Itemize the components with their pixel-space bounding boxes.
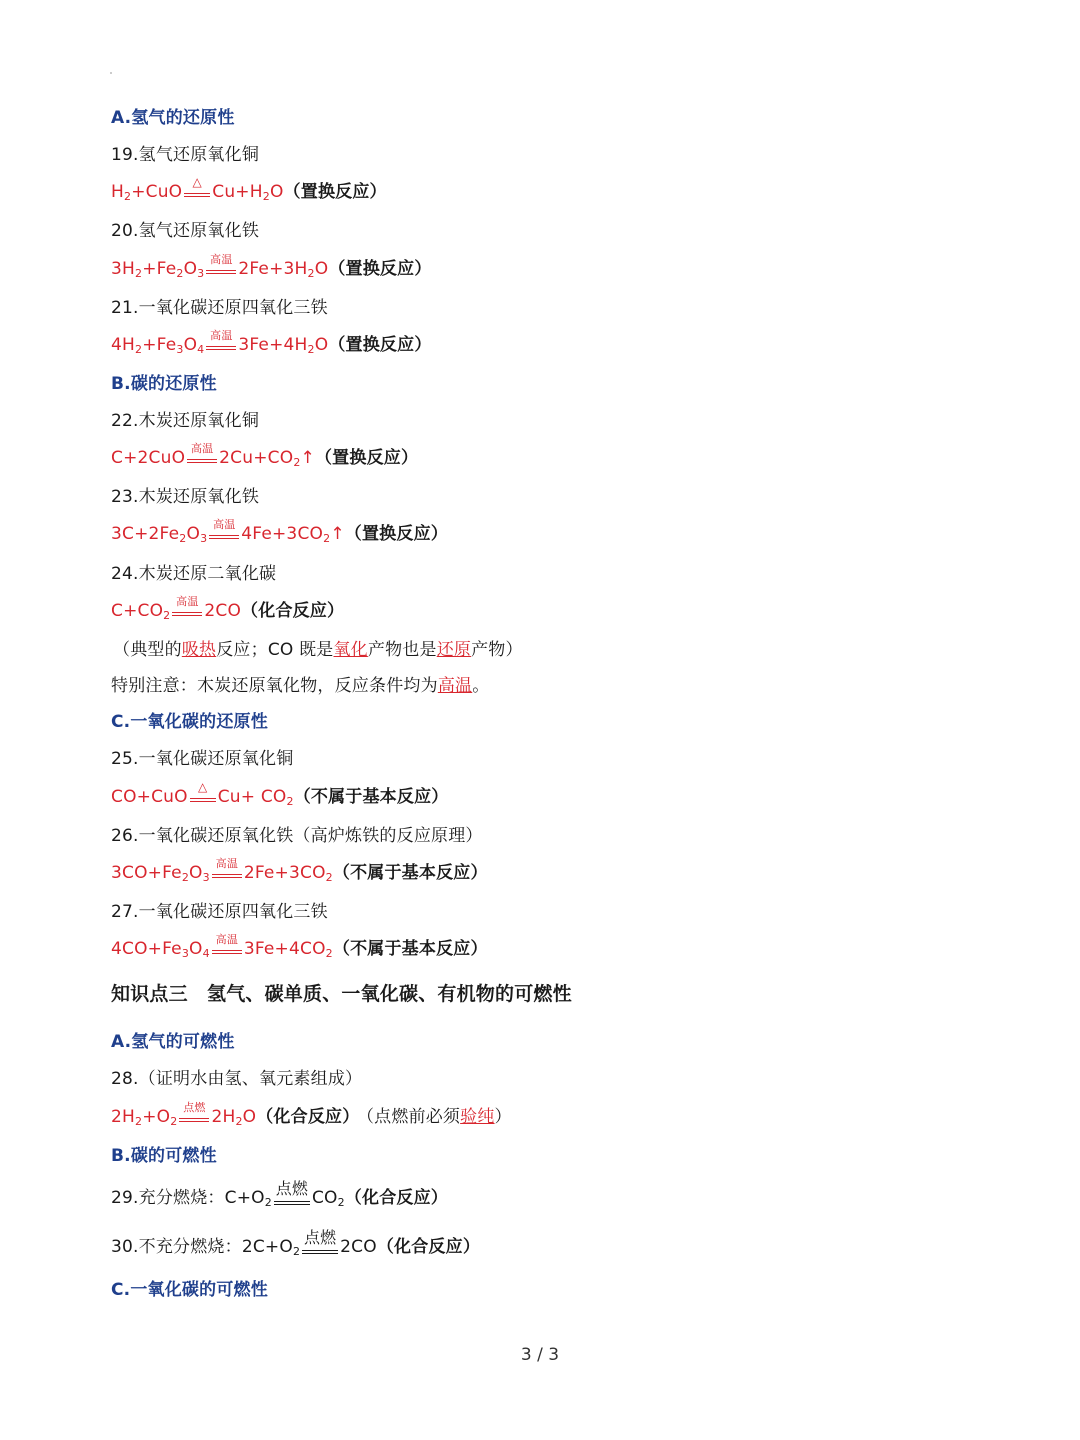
reaction-condition: 高温 xyxy=(204,257,238,281)
item-19-title: 19.氢气还原氧化铜 xyxy=(111,145,260,165)
item-29-equation: 29.充分燃烧：$C+O_2$ 点燃 $CO_2$（化合反应） xyxy=(111,1179,448,1209)
item-25-title: 25.一氧化碳还原氧化铜 xyxy=(111,749,294,769)
item-23-title: 23.木炭还原氧化铁 xyxy=(111,487,260,507)
reaction-condition xyxy=(182,175,212,204)
reaction-condition: 点燃 xyxy=(177,1105,211,1129)
item-26-equation: $3CO+Fe_2O_3$ 高温 $2Fe+3CO_2$（不属于基本反应） xyxy=(111,857,488,884)
item-25-equation: CO+CuO △ $Cu+ CO_2$（不属于基本反应） xyxy=(111,780,449,808)
item-22-title: 22.木炭还原氧化铜 xyxy=(111,411,260,431)
item-27-equation: $4CO+Fe_3O_4$ 高温 $3Fe+4CO_2$（不属于基本反应） xyxy=(111,933,488,960)
item-20-equation: $3H_2+Fe_2O_3$ 高温 $2Fe+3H_2O$（置换反应） xyxy=(111,253,432,280)
note-endothermic: （典型的吸热反应；CO 既是氧化产物也是还原产物） xyxy=(113,640,523,660)
section-heading-hydrogen-reducibility: A.氢气的还原性 xyxy=(111,108,235,128)
item-21-equation: $4H_2+Fe_3O_4$ 高温 $3Fe+4H_2O$（置换反应） xyxy=(111,329,432,356)
item-26-title: 26.一氧化碳还原氧化铁（高炉炼铁的反应原理） xyxy=(111,826,483,846)
item-24-title: 24.木炭还原二氧化碳 xyxy=(111,564,277,584)
reaction-condition: 高温 xyxy=(210,861,244,885)
item-22-equation: C+2CuO 高温 $2Cu+CO_2↑$（置换反应） xyxy=(111,442,419,469)
item-21-title: 21.一氧化碳还原四氧化三铁 xyxy=(111,298,328,318)
item-28-title: 28.（证明水由氢、氧元素组成） xyxy=(111,1069,363,1089)
item-23-equation: $3C+2Fe_2O_3$ 高温 $4Fe+3CO_2↑$（置换反应） xyxy=(111,518,448,545)
reaction-condition: 高温 xyxy=(170,599,204,623)
gas-arrow-icon: ↑ xyxy=(330,524,345,544)
note-special-attention: 特别注意：木炭还原氧化物，反应条件均为高温。 xyxy=(111,676,490,696)
section-heading-co-reducibility: C.一氧化碳的还原性 xyxy=(111,712,268,732)
section-heading-co-combustibility: C.一氧化碳的可燃性 xyxy=(111,1280,268,1300)
knowledge-point-3-heading: 知识点三 氢气、碳单质、一氧化碳、有机物的可燃性 xyxy=(111,983,572,1005)
page-number: 3 / 3 xyxy=(520,1345,560,1365)
reaction-condition: 高温 xyxy=(185,446,219,470)
section-heading-carbon-reducibility: B.碳的还原性 xyxy=(111,374,217,394)
reaction-condition xyxy=(188,780,218,809)
item-19-equation: $H_2+CuO$ △ $Cu+H_2O$（置换反应） xyxy=(111,175,387,203)
item-27-title: 27.一氧化碳还原四氧化三铁 xyxy=(111,902,328,922)
reaction-condition: 点燃 xyxy=(300,1235,340,1259)
condition-heat-icon: △ xyxy=(198,780,208,794)
item-20-title: 20.氢气还原氧化铁 xyxy=(111,221,260,241)
item-24-equation: $C+CO_2$ 高温 2CO（化合反应） xyxy=(111,595,345,622)
item-28-equation: $2H_2+O_2$ 点燃 $2H_2O$（化合反应） （点燃前必须验纯） xyxy=(111,1101,512,1128)
gas-arrow-icon: ↑ xyxy=(300,448,315,468)
section-heading-hydrogen-combustibility: A.氢气的可燃性 xyxy=(111,1032,235,1052)
item-30-equation: 30.不充分燃烧：$2C+O_2$ 点燃 2CO（化合反应） xyxy=(111,1228,481,1258)
scan-speck xyxy=(110,72,112,74)
condition-heat-icon: △ xyxy=(192,175,202,189)
section-heading-carbon-combustibility: B.碳的可燃性 xyxy=(111,1146,217,1166)
reaction-condition: 高温 xyxy=(210,937,244,961)
reaction-condition: 高温 xyxy=(207,522,241,546)
reaction-condition: 点燃 xyxy=(272,1186,312,1210)
reaction-condition: 高温 xyxy=(204,333,238,357)
